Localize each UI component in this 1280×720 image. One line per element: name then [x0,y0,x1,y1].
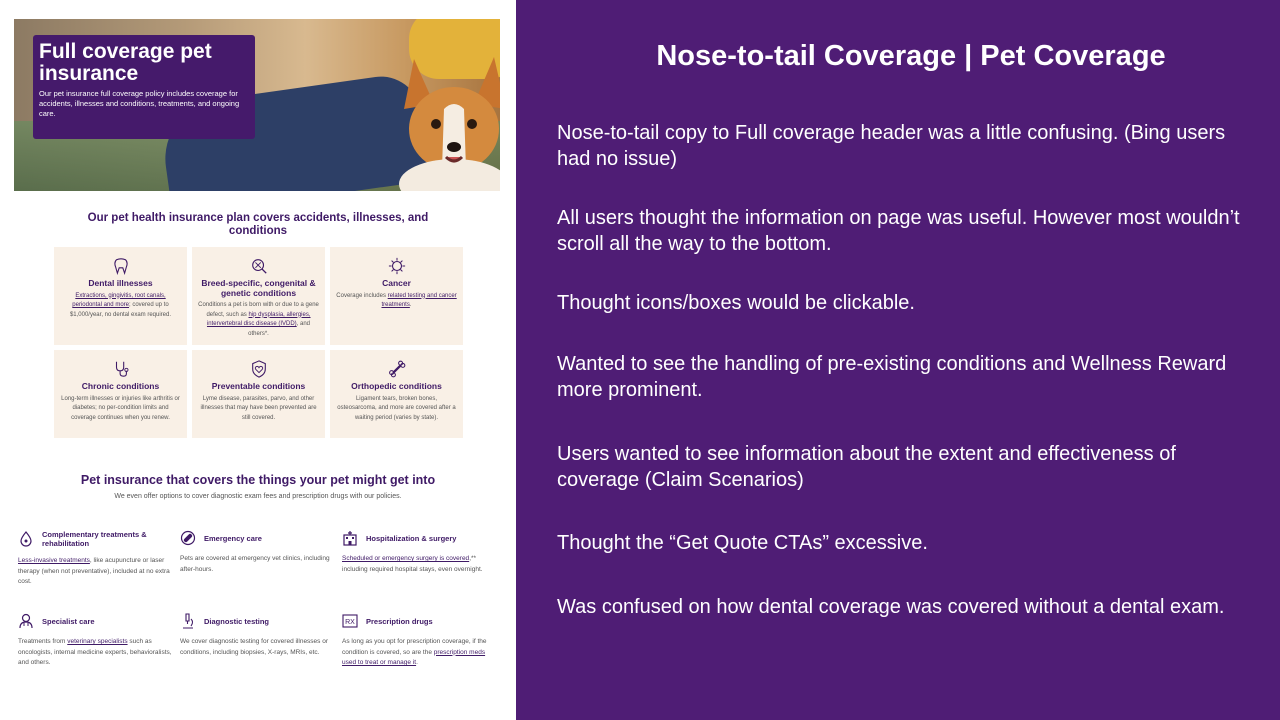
card-link[interactable]: hip dysplasia, allergies, intervertebral disc disease (IVDD) [206,311,311,327]
feature-link[interactable]: Less-invasive treatments [18,557,90,564]
slide-title: Nose-to-tail Coverage | Pet Coverage [656,40,1166,72]
feature-title: Emergency care [204,533,262,543]
coverage-card-preventable [192,350,325,438]
hero-title: Full coverage pet insurance [39,40,212,85]
card-title: Cancer [382,278,411,288]
doctor-icon [18,613,34,629]
card-title: Dental illnesses [88,278,153,288]
feature-prescription [342,613,497,669]
card-title: Chronic conditions [81,381,160,391]
tooth-icon [112,257,130,275]
microscope-icon [180,613,196,629]
feature-text: We cover diagnostic testing for covered illnesses or conditions, including biopsies, X-rays, MRIs, etc. [180,638,329,656]
feature-link[interactable]: prescription meds used to treat or manage it [342,648,486,666]
hero-text-box [33,35,255,139]
card-text: Coverage includes related testing and cancer treatments. [336,292,457,308]
coverage-card-genetic [192,247,325,345]
feature-text: Less-invasive treatments, like acupuncture or laser therapy (when not preventative), included at no extra cost. [18,557,170,585]
feature-text: Scheduled or emergency surgery is covered,** including required hospital stays, even overnight. [342,555,483,573]
feature-text: As long as you opt for prescription coverage, if the condition is covered, so are the prescription meds used to treat or manage it. [342,638,487,666]
card-link[interactable]: related testing and cancer treatments [381,292,457,308]
card-text: Long-term illnesses or injuries like arthritis or diabetes; no per-condition limits and coverage continues when you renew. [61,395,180,421]
findings-panel [516,0,1280,720]
finding-item: Wanted to see the handling of pre-existing conditions and Wellness Reward more prominent. [557,353,1227,401]
feature-text: Pets are covered at emergency vet clinics, including after-hours. [180,555,330,573]
things-section-title: Pet insurance that covers the things your pet might get into [80,473,436,487]
finding-item: Was confused on how dental coverage was covered without a dental exam. [557,596,1225,618]
dna-magnifier-icon [250,257,268,275]
card-link[interactable]: Extractions, gingivitis, root canals, periodontal and more [72,292,166,308]
coverage-card-orthopedic [330,350,463,438]
finding-item: Users wanted to see information about the extent and effectiveness of coverage (Claim Scenarios) [557,443,1176,491]
webpage-screenshot [0,0,516,720]
shield-heart-icon [250,360,268,378]
corgi-dog-image [394,49,500,191]
feature-title: Hospitalization & surgery [366,533,457,543]
finding-item: Thought icons/boxes would be clickable. [557,292,915,314]
drop-icon [18,531,34,547]
things-section-subtitle: We even offer options to cover diagnostic exam fees and prescription drugs with our policies. [114,493,402,500]
feature-title: Specialist care [42,616,95,626]
bone-icon [388,360,406,378]
feature-emergency [180,530,335,575]
finding-item: Thought the “Get Quote CTAs” excessive. [557,532,928,554]
card-title: Preventable conditions [211,381,306,391]
card-title: Orthopedic conditions [351,381,442,391]
feature-complementary [18,530,173,588]
rx-icon [342,613,358,629]
feature-title: Prescription drugs [366,616,433,626]
feature-title: Complementary treatments & rehabilitation [42,530,147,548]
card-text: Ligament tears, broken bones, osteosarcoma, and more are covered after a waiting period (varies by state). [337,395,456,421]
finding-item: Nose-to-tail copy to Full coverage header was a little confusing. (Bing users had no issue) [557,122,1226,170]
bandage-icon [180,530,196,546]
feature-diagnostic [180,613,335,658]
coverage-card-cancer [330,247,463,345]
svg-text:RX: RX [345,619,355,626]
feature-title: Diagnostic testing [204,616,270,626]
coverage-card-chronic [54,350,187,438]
finding-item: All users thought the information on page was useful. However most wouldn’t scroll all the way to the bottom. [557,207,1240,255]
hospital-icon [342,530,358,546]
card-text: Conditions a pet is born with or due to a gene defect, such as hip dysplasia, allergies, intervertebral disc disease (IVDD), and others*. [198,302,319,337]
hero-description: Our pet insurance full coverage policy includes coverage for accidents, illnesses and conditions, treatments, and ongoing care. [39,89,240,118]
card-text: Lyme disease, parasites, parvo, and other illnesses that may have been prevented are still covered. [200,395,317,421]
card-title: Breed-specific, congenital & genetic conditions [201,278,316,298]
card-text: Extractions, gingivitis, root canals, periodontal and more; covered up to $1,000/year, no dental exam required. [69,292,172,318]
feature-specialist [18,613,173,669]
feature-hospitalization [342,530,497,575]
stethoscope-icon [112,360,130,378]
feature-link[interactable]: Scheduled or emergency surgery is covered [342,555,470,562]
coverage-card-dental [54,247,187,345]
coverage-section-title: Our pet health insurance plan covers accidents, illnesses, and conditions [87,212,429,237]
feature-text: Treatments from veterinary specialists such as oncologists, internal medicine experts, behavioralists, and others. [18,638,172,666]
cancer-cell-icon [388,257,406,275]
hero-banner [14,19,500,191]
feature-link[interactable]: veterinary specialists [67,638,128,645]
